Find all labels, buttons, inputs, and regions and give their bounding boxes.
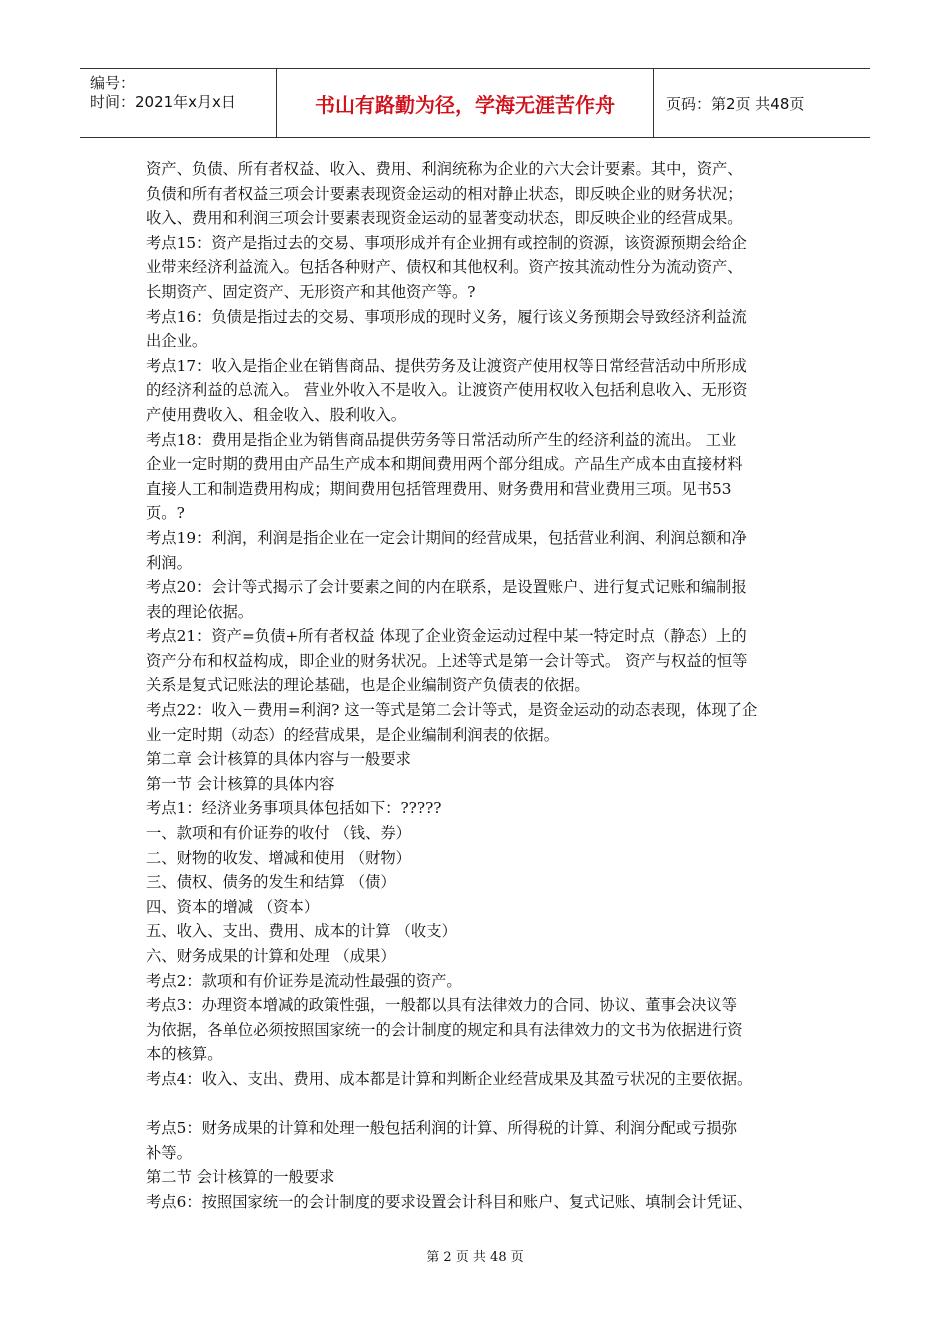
text-line: 利润。 [146, 553, 192, 572]
text-line: 考点2：款项和有价证券是流动性最强的资产。 [146, 971, 462, 990]
text-line: 考点1：经济业务事项具体包括如下：????? [146, 799, 442, 818]
header-page-info: 页码：第2页 共48页 [666, 94, 805, 113]
header-meta [80, 69, 277, 137]
text-line: 考点3：办理资本增减的政策性强，一般都以具有法律效力的合同、协议、董事会决议等 [146, 996, 738, 1015]
document-body [146, 157, 826, 1215]
text-line: 考点17：收入是指企业在销售商品、提供劳务及让渡资产使用权等日常经营活动中所形成 [146, 356, 747, 375]
text-line: 资产分布和权益构成，即企业的财务状况。上述等式是第一会计等式。 资产与权益的恒等 [146, 651, 748, 670]
text-line: 六、财务成果的计算和处理 （成果） [146, 947, 396, 965]
text-line: 考点22：收入－费用=利润? 这一等式是第二会计等式，是资金运动的动态表现，体现了企 [146, 701, 758, 720]
page-header [80, 68, 870, 138]
document-number-label: 编号： [90, 74, 136, 92]
text-line: 考点4：收入、支出、费用、成本都是计算和判断企业经营成果及其盈亏状况的主要依据。 [146, 1069, 753, 1088]
document-date: 时间：2021年x月x日 [90, 93, 236, 111]
text-line: 五、收入、支出、费用、成本的计算 （收支） [146, 922, 457, 941]
text-line: 考点18：费用是指企业为销售商品提供劳务等日常活动所产生的经济利益的流出。 工业 [146, 430, 737, 449]
text-line: 为依据，各单位必须按照国家统一的会计制度的规定和具有法律效力的文书为依据进行资 [146, 1020, 743, 1039]
page-footer: 第 2 页 共 48 页 [426, 1250, 524, 1265]
text-line: 考点6：按照国家统一的会计制度的要求设置会计科目和账户、复式记账、填制会计凭证、 [146, 1192, 753, 1211]
text-line: 表的理论依据。 [146, 602, 254, 621]
text-line: 的经济利益的总流入。 营业外收入不是收入。让渡资产使用权收入包括利息收入、无形资 [146, 381, 748, 400]
text-line: 直接人工和制造费用构成；期间费用包括管理费用、财务费用和营业费用三项。见书53 [146, 479, 732, 498]
text-line: 考点16：负债是指过去的交易、事项形成的现时义务，履行该义务预期会导致经济利益流 [146, 307, 747, 326]
text-line: 考点21：资产=负债+所有者权益 体现了企业资金运动过程中某一特定时点（静态）上的 [146, 627, 747, 646]
text-line: 关系是复式记账法的理论基础，也是企业编制资产负债表的依据。 [146, 676, 590, 695]
text-line [146, 1092, 826, 1117]
text-line: 页。? [146, 504, 185, 523]
text-line: 一、款项和有价证券的收付 （钱、券） [146, 824, 411, 843]
header-motto: 书山有路勤为径，学海无涯苦作舟 [277, 69, 654, 137]
text-line: 第二节 会计核算的一般要求 [146, 1168, 335, 1187]
text-line: 第一节 会计核算的具体内容 [146, 774, 335, 793]
text-line: 企业一定时期的费用由产品生产成本和期间费用两个部分组成。产品生产成本由直接材料 [146, 455, 743, 474]
text-line: 资产、负债、所有者权益、收入、费用、利润统称为企业的六大会计要素。其中，资产、 [146, 160, 743, 178]
text-line: 二、财物的收发、增减和使用 （财物） [146, 848, 411, 867]
text-line: 三、债权、债务的发生和结算 （债） [146, 873, 396, 892]
text-line: 考点20：会计等式揭示了会计要素之间的内在联系，是设置账户、进行复式记账和编制报 [146, 578, 747, 597]
text-line: 收入、费用和利润三项会计要素表现资金运动的显著变动状态，即反映企业的经营成果。 [146, 209, 743, 228]
text-line: 补等。 [146, 1143, 192, 1162]
text-line: 考点15：资产是指过去的交易、事项形成并有企业拥有或控制的资源，该资源预期会给企 [146, 233, 747, 252]
text-line: 考点19：利润，利润是指企业在一定会计期间的经营成果，包括营业利润、利润总额和净 [146, 528, 747, 547]
text-line: 第二章 会计核算的具体内容与一般要求 [146, 750, 411, 769]
text-line: 四、资本的增减 （资本） [146, 897, 320, 916]
text-line: 产使用费收入、租金收入、股利收入。 [146, 405, 407, 424]
text-line: 出企业。 [146, 332, 208, 351]
text-line: 本的核算。 [146, 1045, 223, 1064]
text-line: 负债和所有者权益三项会计要素表现资金运动的相对静止状态，即反映企业的财务状况； [146, 184, 743, 203]
text-line: 长期资产、固定资产、无形资产和其他资产等。? [146, 282, 476, 301]
text-line: 业带来经济利益流入。包括各种财产、债权和其他权利。资产按其流动性分为流动资产、 [146, 258, 743, 277]
text-line: 考点5：财务成果的计算和处理一般包括利润的计算、所得税的计算、利润分配或亏损弥 [146, 1119, 738, 1138]
text-line: 业一定时期（动态）的经营成果，是企业编制利润表的依据。 [146, 725, 560, 744]
